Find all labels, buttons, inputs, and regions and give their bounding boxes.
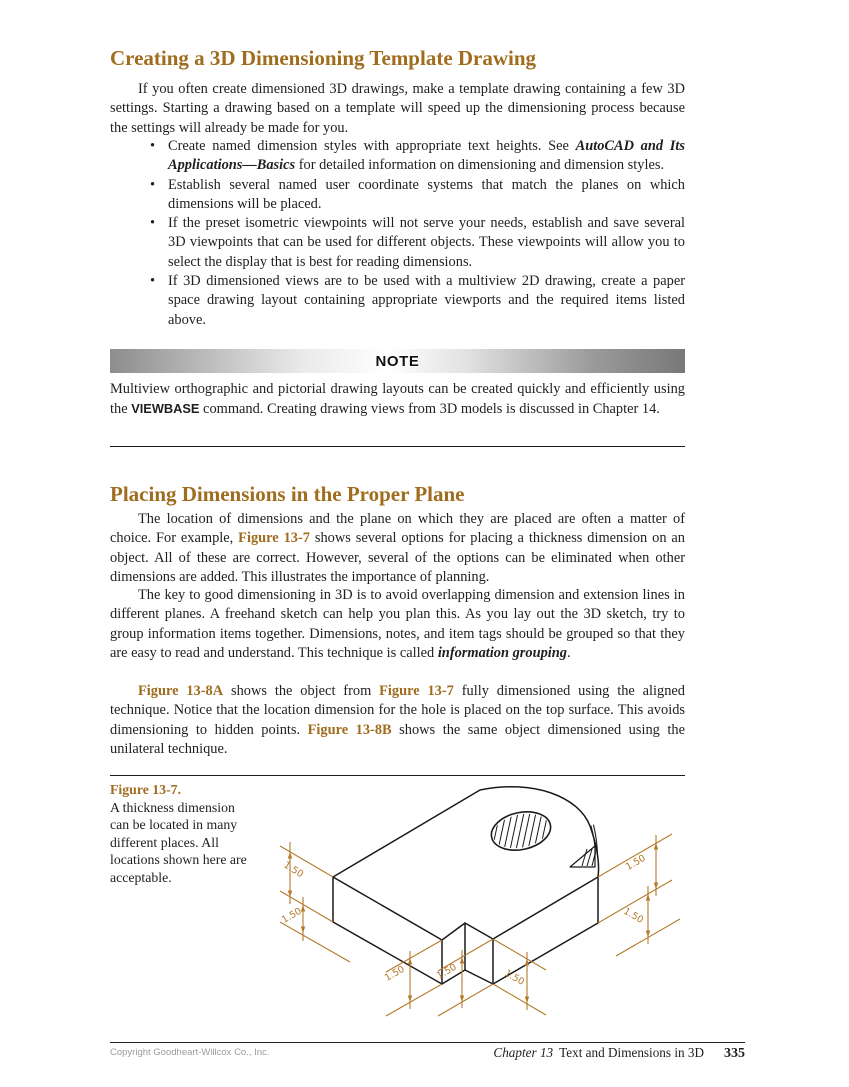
dimension-left-lower <box>280 897 350 962</box>
dimension-label: 1.50 <box>382 963 407 984</box>
hole-ellipse <box>488 807 554 856</box>
footer-chapter-line <box>493 1045 745 1062</box>
dimension-right-lower <box>616 886 680 956</box>
dimension-label: 1.50 <box>502 967 527 988</box>
dimension-label: 1.50 <box>434 961 459 982</box>
footer-page-number: 335 <box>724 1046 745 1061</box>
note-divider <box>110 446 685 447</box>
footer-copyright: Copyright Goodheart-Willcox Co., Inc. <box>110 1047 270 1058</box>
section-heading-creating-template: Creating a 3D Dimensioning Template Drawing <box>110 46 537 70</box>
note-label: NOTE <box>375 352 420 370</box>
section-heading-placing-dimensions: Placing Dimensions in the Proper Plane <box>110 482 465 506</box>
dimension-label: 1.50 <box>621 905 646 926</box>
dimension-left-upper <box>280 842 333 922</box>
bullet-text: Establish several named user coordinate systems that match the planes on which dimensions will be placed. <box>168 176 685 212</box>
figure-caption-label: Figure 13-7. <box>110 782 182 797</box>
bullet-marker: • <box>150 176 156 193</box>
bullet-text: If the preset isometric viewpoints will not serve your needs, establish and save several 3D viewpoints that can be used for different objects. These viewpoints will allow you to select the display that is best for reading dimensions. <box>168 215 685 270</box>
bullet-marker: • <box>150 273 156 290</box>
figure-drawing <box>280 780 680 1020</box>
bullet-item <box>110 214 685 272</box>
dimension-label: 1.50 <box>623 852 648 873</box>
bullet-text: Create named dimension styles with appropriate text heights. See AutoCAD and Its Applications—Basics for detailed information on dimensioning and dimension styles. <box>168 138 685 174</box>
bullet-text: If 3D dimensioned views are to be used with a multiview 2D drawing, create a paper space drawing layout containing appropriate viewports and the required items listed above. <box>168 273 685 328</box>
dimension-label: 1.50 <box>280 905 304 926</box>
plane-paragraph-3: Figure 13-8A shows the object from Figure 13-7 fully dimensioned using the aligned technique. Notice that the location dimension for the hole is placed on the top surface. This avoids dimensioning to hidden points. Figure 13-8B shows the same object dimensioned using the unilateral technique. <box>110 683 686 757</box>
intro-paragraph: If you often create dimensioned 3D drawings, make a template drawing containing a few 3D settings. Starting a drawing based on a template will speed up the dimensioning process because the settings will already be made for you. <box>110 81 685 136</box>
figure-caption <box>110 781 260 887</box>
bullet-marker: • <box>150 138 156 154</box>
bullet-item <box>110 176 685 215</box>
figure-caption-text: A thickness dimension can be located in many different places. All locations shown here are acceptable. <box>110 799 247 885</box>
figure-divider <box>110 775 685 776</box>
bullet-item <box>110 272 685 330</box>
bullet-list <box>110 137 685 330</box>
dimension-label: 1.50 <box>281 859 306 881</box>
note-paragraph: Multiview orthographic and pictorial drawing layouts can be created quickly and efficiently using the VIEWBASE command. Creating drawing views from 3D models is discussed in Chapter 14. <box>110 381 685 418</box>
bullet-marker: • <box>150 215 156 232</box>
plane-paragraph-1: The location of dimensions and the plane on which they are placed are often a matter of choice. For example, Figure 13-7 shows several options for placing a thickness dimension on an object. All of these are correct. However, several of the options can be eliminated when other dimensions are added. This illustrates the importance of planning. <box>110 511 685 585</box>
note-banner <box>110 349 685 373</box>
footer-rule <box>110 1042 745 1043</box>
footer-chapter-number: Chapter 13 <box>493 1045 554 1060</box>
boss-wedge <box>570 846 595 867</box>
plane-paragraph-2: The key to good dimensioning in 3D is to avoid overlapping dimension and extension lines in different planes. A freehand sketch can help you plan this. As you lay out the 3D sketch, try to group information items together. Dimensions, notes, and item tags should be grouped so that they are easy to read and understand. This technique is called information grouping. <box>110 587 685 661</box>
footer-chapter-title: Text and Dimensions in 3D <box>559 1045 704 1060</box>
bullet-item <box>110 137 685 176</box>
